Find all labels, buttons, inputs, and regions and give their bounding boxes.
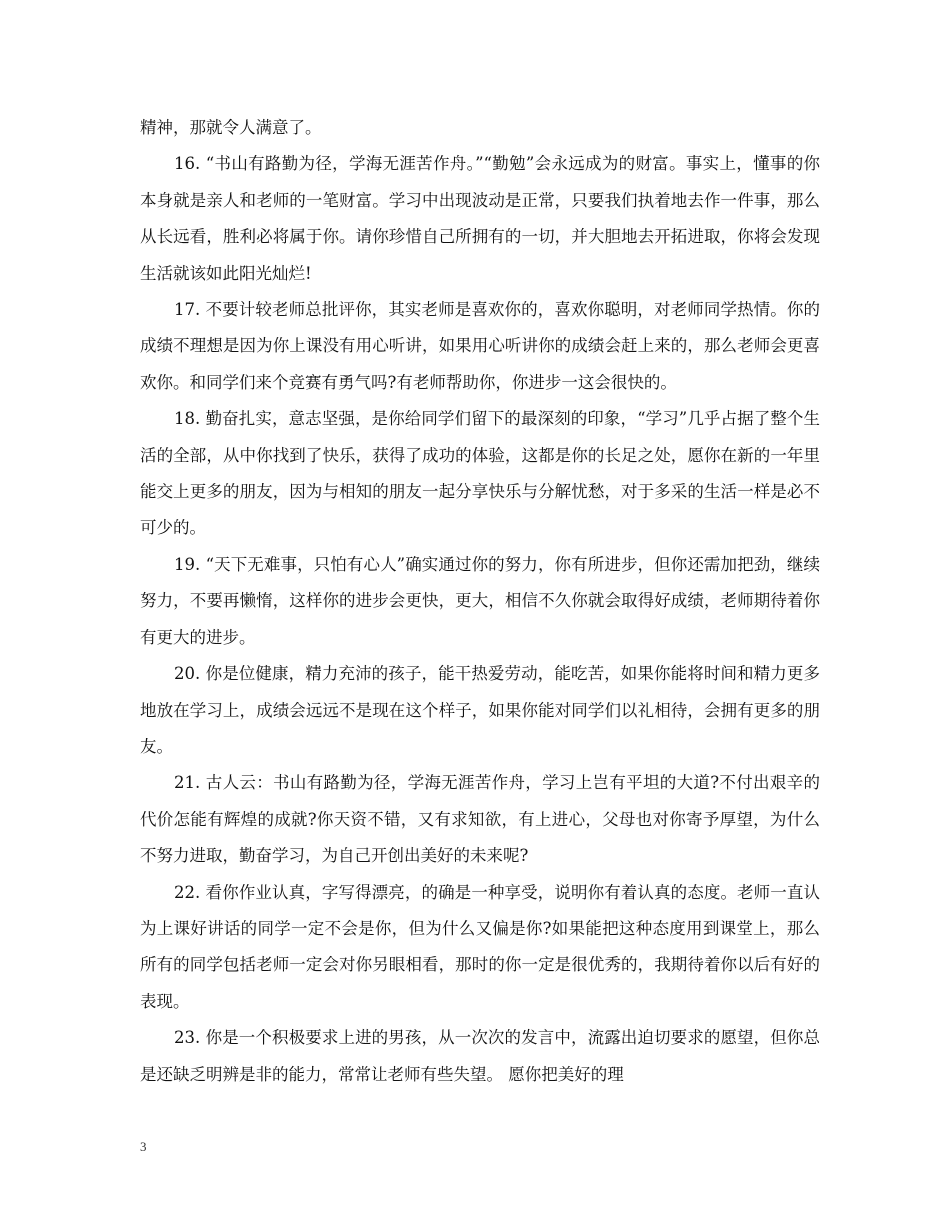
paragraph-19: 19. “天下无难事，只怕有心人”确实通过你的努力，你有所进步，但你还需加把劲，继续努力，不要再懒惰，这样你的进步会更快，更大，相信不久你就会取得好成绩，老师期待着你有更大的进步。: [140, 554, 820, 647]
paragraph-continuation: 精神，那就令人满意了。: [140, 118, 322, 137]
paragraph-18: 18. 勤奋扎实，意志坚强，是你给同学们留下的最深刻的印象，“学习”几乎占据了整个生活的全部，从中你找到了快乐，获得了成功的体验，这都是你的长足之处，愿你在新的一年里能交上更多的朋友，因为与相知的朋友一起分享快乐与分解忧愁，对于多采的生活一样是必不可少的。: [140, 409, 820, 538]
document-body: [140, 110, 820, 1093]
paragraph-21: 21. 古人云：书山有路勤为径，学海无涯苦作舟，学习上岂有平坦的大道?不付出艰辛的代价怎能有辉煌的成就?你天资不错，又有求知欲，有上进心，父母也对你寄予厚望，为什么不努力进取，勤奋学习，为自己开创出美好的未来呢?: [140, 773, 820, 866]
paragraph-23: 23. 你是一个积极要求上进的男孩，从一次次的发言中，流露出迫切要求的愿望，但你总是还缺乏明辨是非的能力，常常让老师有些失望。 愿你把美好的理: [140, 1028, 820, 1084]
paragraph-17: 17. 不要计较老师总批评你，其实老师是喜欢你的，喜欢你聪明，对老师同学热情。你的成绩不理想是因为你上课没有用心听讲，如果用心听讲你的成绩会赶上来的，那么老师会更喜欢你。和同学们来个竞赛有勇气吗?有老师帮助你，你进步一这会很快的。: [140, 300, 820, 392]
paragraph-20: 20. 你是位健康，精力充沛的孩子，能干热爱劳动，能吃苦，如果你能将时间和精力更多地放在学习上，成绩会远远不是现在这个样子，如果你能对同学们以礼相待，会拥有更多的朋友。: [140, 664, 820, 756]
paragraph-16: 16. “书山有路勤为径，学海无涯苦作舟。”“勤勉”会永远成为的财富。事实上，懂事的你本身就是亲人和老师的一笔财富。学习中出现波动是正常，只要我们执着地去作一件事，那么从长远看，胜利必将属于你。请你珍惜自己所拥有的一切，并大胆地去开拓进取，你将会发现生活就该如此阳光灿烂!: [140, 154, 820, 283]
page-number: 3: [140, 1139, 147, 1154]
paragraph-22: 22. 看你作业认真，字写得漂亮，的确是一种享受，说明你有着认真的态度。老师一直认为上课好讲话的同学一定不会是你，但为什么又偏是你?如果能把这种态度用到课堂上，那么所有的同学包括老师一定会对你另眼相看，那时的你一定是很优秀的，我期待着你以后有好的表现。: [140, 882, 820, 1011]
